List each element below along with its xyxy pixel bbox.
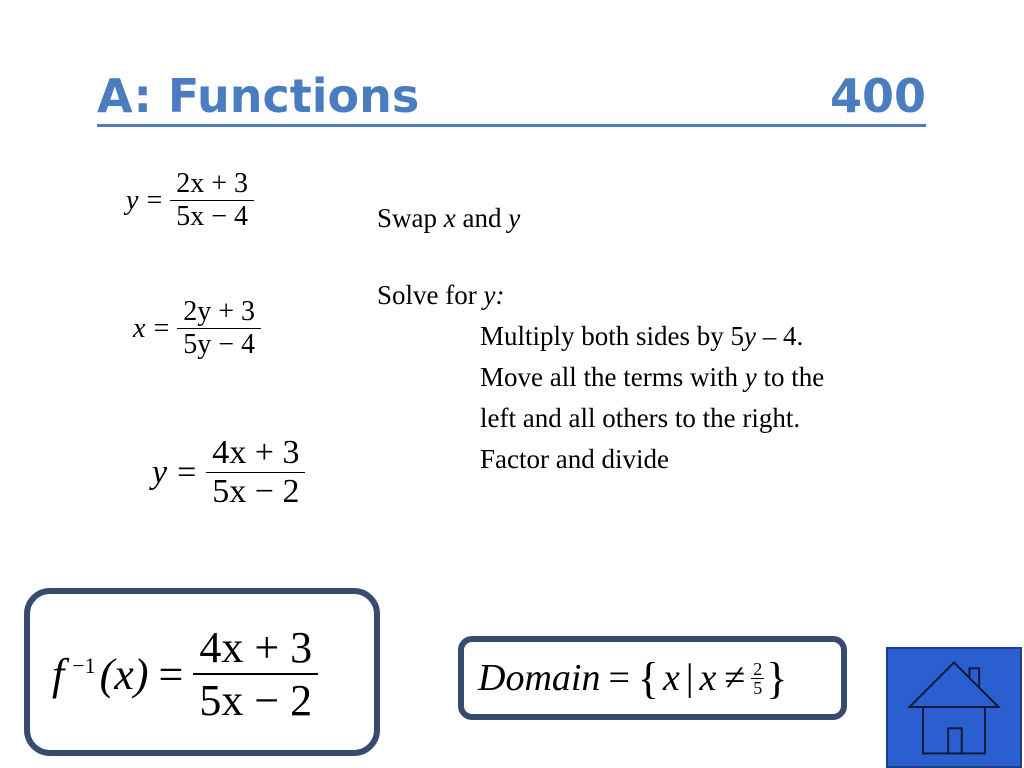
inverse-denominator: 5x − 2 [199,676,313,725]
swap-var-x: x [443,203,456,233]
solve-var: y: [483,280,505,310]
eq1-op: = [146,184,163,216]
step-multiply [377,316,937,357]
eq2-numerator: 2y + 3 [183,296,256,327]
step1-suffix: – 4. [756,321,804,351]
swap-mid: and [455,203,509,233]
inverse-exponent: −1 [72,653,96,678]
step1-prefix: Multiply both sides by 5 [480,321,745,351]
inverse-argument: (x) [99,649,149,699]
eq2-fraction [177,296,261,361]
step2-suffix: to the [756,362,825,392]
inverse-f: f [52,649,65,699]
home-icon [888,649,1020,766]
equation-original [126,168,254,233]
domain-var2: x [699,657,717,699]
eq3-fraction [206,434,305,511]
domain-op: = [608,657,630,699]
step-swap [377,198,937,239]
inverse-answer-box [24,588,380,756]
eq1-numerator: 2x + 3 [176,168,249,199]
step-move-terms-cont: left and all others to the right. [480,403,801,433]
equation-solved [152,434,305,511]
slide-title [97,68,926,127]
inverse-numerator: 4x + 3 [199,623,313,672]
inverse-fraction [193,622,318,726]
step-gap [377,239,937,275]
swap-prefix: Swap [377,203,444,233]
step-solve [377,275,937,316]
step1-var: y [744,321,756,351]
eq2-denominator: 5y − 4 [183,329,256,360]
title-topic: A: Functions [97,69,420,123]
domain-numerator: 2 [753,658,763,679]
home-button[interactable] [886,647,1022,768]
inverse-op: = [158,649,184,699]
swap-var-y: y [508,203,521,233]
domain-open-brace: { [637,653,660,703]
eq3-denominator: 5x − 2 [212,473,300,510]
eq2-lhs: x [133,312,146,344]
eq3-lhs: y [152,453,168,491]
step2-var: y [744,362,757,392]
solution-steps [377,198,937,480]
domain-var: x [663,657,680,699]
domain-neq: ≠ [724,657,746,699]
solve-prefix: Solve for [377,280,484,310]
domain-answer-box [458,636,847,720]
eq1-denominator: 5x − 4 [176,201,249,232]
domain-label: Domain [478,657,601,699]
inverse-equation [52,622,318,726]
step2-prefix: Move all the terms with [480,362,745,392]
equation-swapped [133,296,261,361]
domain-close-brace: } [766,653,788,703]
eq1-lhs: y [126,184,139,216]
eq3-op: = [177,453,197,491]
step-factor: Factor and divide [480,444,669,474]
domain-separator: | [685,657,694,699]
domain-equation [478,650,787,706]
domain-denominator: 5 [753,677,763,698]
step-move-terms [377,357,937,398]
eq3-numerator: 4x + 3 [212,434,300,471]
title-points: 400 [829,69,926,123]
domain-excluded-fraction [751,660,764,697]
eq2-op: = [153,312,170,344]
eq1-fraction [170,168,254,233]
